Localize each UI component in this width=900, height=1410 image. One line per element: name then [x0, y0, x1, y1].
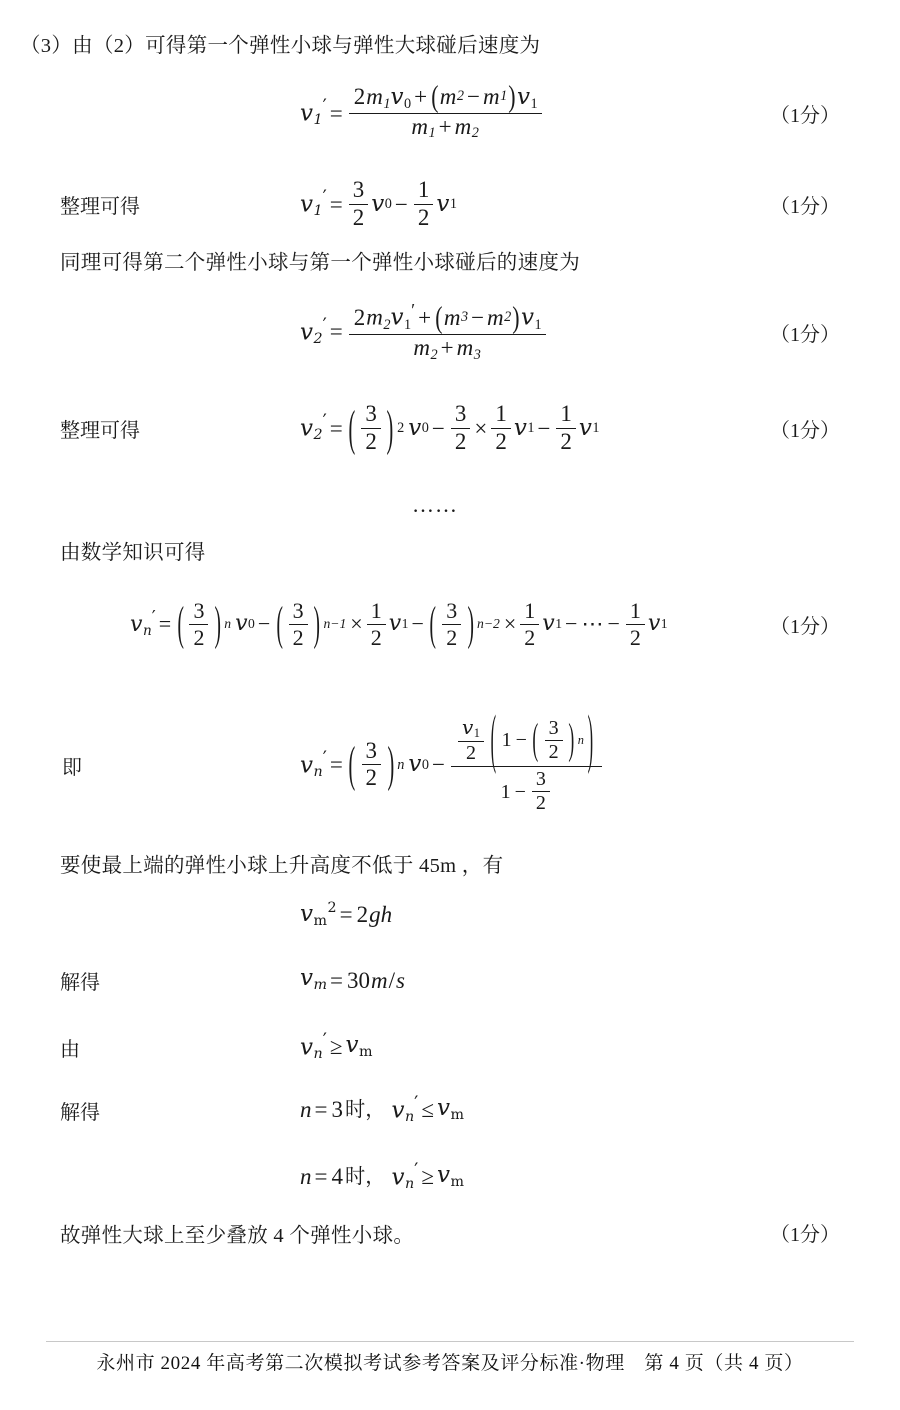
formula-row-8 [0, 958, 900, 1002]
formula-10: n = 3 时， $v_n'$ ≤ $v_m$ [300, 1093, 464, 1126]
marks-4: （1分） [770, 419, 840, 442]
formula-row-2 [0, 177, 900, 230]
formula-row-9 [0, 1025, 900, 1069]
marks-2: （1分） [770, 195, 840, 218]
second-ball-text: 同理可得第二个弹性小球与第一个弹性小球碰后的速度为 [60, 252, 580, 274]
formula-2-container [300, 177, 770, 230]
formula-row-4 [0, 392, 900, 464]
formula-3-container [300, 300, 770, 363]
conclusion-text: 故弹性大球上至少叠放 4 个弹性小球。 [60, 1225, 415, 1247]
formula-row-6 [0, 690, 900, 840]
formula-4: $v_2'$ = ( $\frac{3}{2}$ ) 2 v 0 − $\frac{3}{2}$ × $\frac{1}{2}$ v 1 − $\frac{1}{2}$ v 1 [300, 401, 600, 455]
formula-1: $v_1'$ = $2m_1v_0$ + ( m 2 − m 1 ) $v_1$ $m_1 + m_2$ [300, 84, 545, 143]
marks-1: （1分） [770, 104, 840, 127]
formula-3: $v_2'$ = $2m_2v_1'$ + ( m 3 − m 2 ) $v_1$ $m_2 + m_3$ [300, 300, 549, 363]
formula-6: $v_n'$ = ( $\frac{3}{2}$ ) n v 0 − $\frac{v_1}{2}$ ( 1 − ( $\frac{3}{2}$ ) n ) 1 − $\frac{3}{2}$ [300, 714, 605, 816]
formula-4-container [300, 401, 770, 454]
formula-1-container [300, 78, 770, 143]
page-footer: 永州市 2024 年高考第二次模拟考试参考答案及评分标准·物理 第 4 页（共 4 页） [96, 1353, 804, 1374]
formula-9: $v_n'$ ≥ $v_m$ [300, 1030, 373, 1063]
footer-divider [46, 1341, 854, 1342]
formula-row-11 [0, 1155, 900, 1199]
tidy-label-2: 整理可得 [60, 419, 140, 442]
part-3-intro-text: （3）由（2）可得第一个弹性小球与弹性大球碰后速度为 [20, 35, 541, 57]
marks-12: （1分） [770, 1224, 840, 1246]
height-condition-text: 要使最上端的弹性小球上升高度不低于 45m ，有 [60, 855, 504, 877]
solve-label-1: 解得 [60, 971, 100, 994]
formula-8: $v_m$ = 30 m / s [300, 965, 405, 994]
marks-5: （1分） [770, 615, 840, 638]
formula-9-container [300, 1032, 770, 1062]
formula-row-10 [0, 1088, 900, 1132]
namely-label: 即 [62, 756, 82, 779]
formula-7: $v_m^2$ = 2 gh [300, 900, 393, 930]
formula-row-5 [0, 588, 900, 660]
formula-11: n = 4 时， $v_n'$ ≥ $v_m$ [300, 1160, 464, 1193]
from-label: 由 [60, 1038, 80, 1061]
formula-11-container [300, 1162, 770, 1192]
math-knowledge-text: 由数学知识可得 [60, 542, 206, 564]
formula-10-container [300, 1095, 770, 1125]
formula-5-container [130, 598, 770, 649]
formula-8-container [300, 967, 770, 992]
formula-6-container [300, 704, 770, 816]
formula-2: $v_1'$ = $\frac{3}{2}$ v 0 − $\frac{1}{2}$ v 1 [300, 177, 457, 230]
formula-row-7 [0, 893, 900, 937]
formula-7-container [300, 901, 770, 928]
tidy-label-1: 整理可得 [60, 195, 140, 218]
formula-row-1 [0, 78, 900, 148]
marks-3: （1分） [770, 323, 840, 346]
solve-label-2: 解得 [60, 1101, 100, 1124]
ellipsis-row: …… [412, 492, 458, 517]
formula-row-3 [0, 297, 900, 367]
formula-5: $v_n'$ = ( $\frac{3}{2}$ ) n v 0 − ( $\frac{3}{2}$ ) n−1 × $\frac{1}{2}$ v 1 − ( $\frac{3}{2}$ ) n−2 × $\frac{1}{2}$ v 1 − ⋯ − $\frac{1}{2}$ v 1 [130, 596, 668, 650]
